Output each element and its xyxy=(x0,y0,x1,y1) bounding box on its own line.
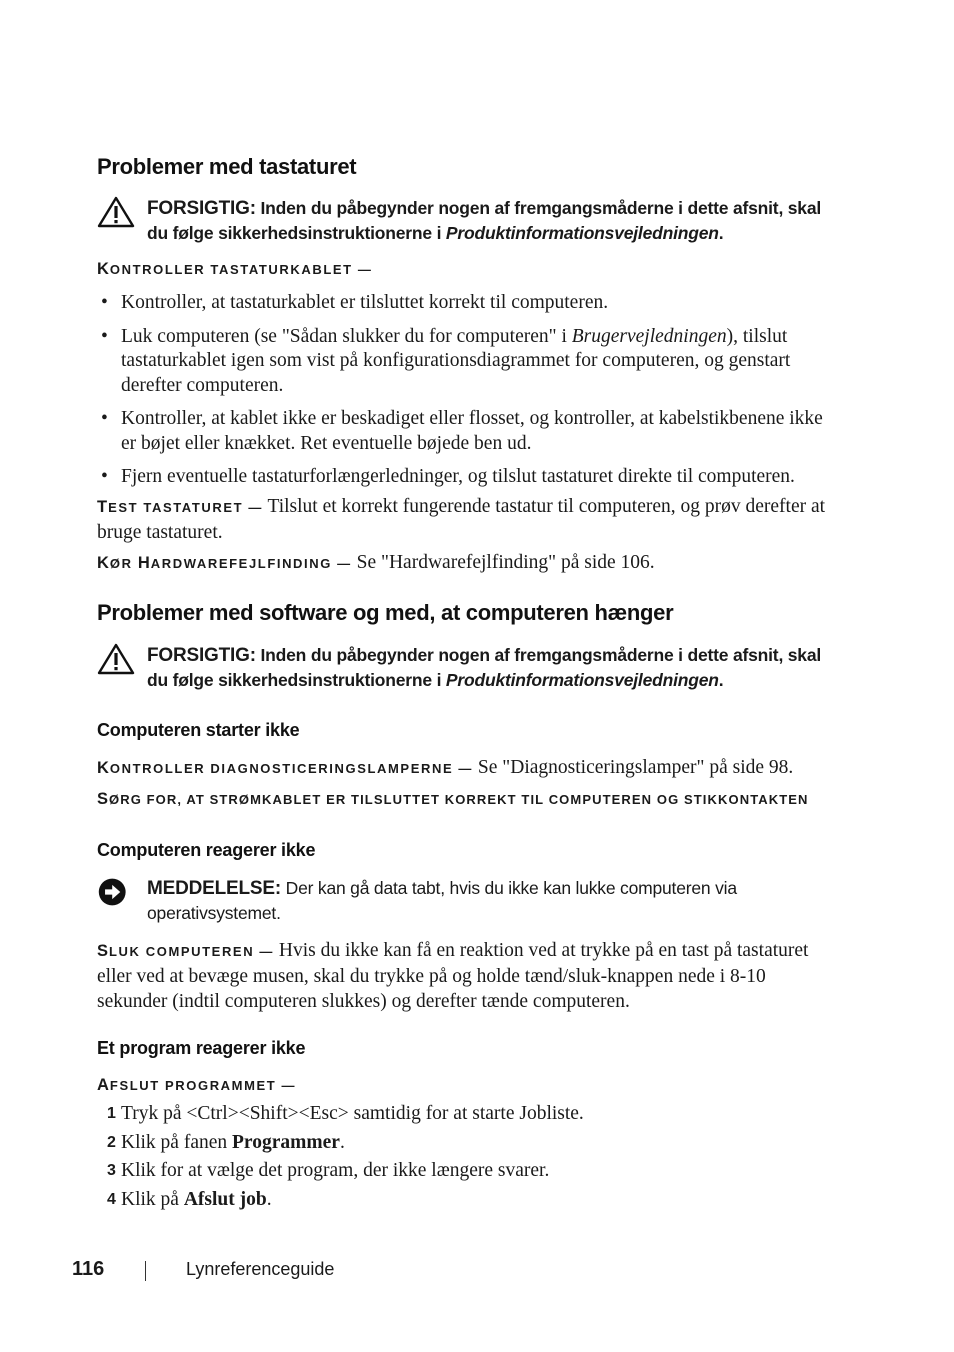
heading-rest: ONTROLLER DIAGNOSTICERINGSLAMPERNE — xyxy=(109,761,474,776)
heading-check-lights xyxy=(97,761,473,776)
step-text: Klik på fanen xyxy=(121,1131,233,1153)
end-program-steps xyxy=(97,1100,832,1214)
page-number: 116 xyxy=(72,1258,105,1280)
run-diagnostics-paragraph xyxy=(97,551,832,577)
step-text-end: . xyxy=(339,1131,345,1153)
heading-initial: K xyxy=(97,260,110,278)
heading-rest: ØRG FOR, AT STRØMKABLET ER TILSLUTTET KORREKT TIL COMPUTEREN OG STIKKONTAKTEN xyxy=(109,792,809,807)
heading-rest: ONTROLLER TASTATURKABLET — xyxy=(109,262,373,277)
check-cable-list xyxy=(97,291,832,490)
notice-arrow-icon xyxy=(97,876,131,908)
paragraph-text: Hvis du ikke kan få en reaktion ved at trykke på en tast på tastaturet eller ved at bevæge musen, skal du trykke på og holde tænd/sluk-knappen nede i 8-10 sekunder (indtil computeren slukkes) og derefter tænde computeren. xyxy=(97,940,809,1012)
heading-end-program xyxy=(97,1076,832,1095)
heading-rest: ØR xyxy=(109,556,138,571)
shutdown-paragraph xyxy=(97,938,832,1014)
list-item-text: Kontroller, at tastaturkablet er tilsluttet korrekt til computeren. xyxy=(121,292,609,313)
heading-check-cable xyxy=(97,260,832,279)
section-title-keyboard: Problemer med tastaturet xyxy=(97,154,357,179)
subsection-title-not-responding: Computeren reagerer ikke xyxy=(97,840,316,860)
check-lights-paragraph xyxy=(97,756,832,782)
step-bold-term: Programmer xyxy=(232,1131,340,1153)
list-item xyxy=(97,325,832,399)
heading-test-keyboard xyxy=(97,500,263,515)
list-item-text: Kontroller, at kablet ikke er beskadiget eller flosset, og kontroller, at kabelstikbenene ikke er bøjet eller knækket. Ret eventuelle bøjede ben ud. xyxy=(121,408,823,454)
caution-text: Inden du påbegynder nogen af fremgangsmåderne i dette afsnit, skal du følge sikkerhedsinstruktionerne i xyxy=(147,198,822,243)
paragraph-text: Se "Hardwarefejlfinding" på side 106. xyxy=(351,552,655,573)
step-text: Tryk på <Ctrl><Shift><Esc> samtidig for at starte Jobliste. xyxy=(121,1103,584,1124)
list-item-text: Fjern eventuelle tastaturforlængerledninger, og tilslut tastaturet direkte til computeren. xyxy=(121,466,795,487)
subsection-title-program: Et program reagerer ikke xyxy=(97,1038,306,1058)
caution-text-end: . xyxy=(718,670,724,690)
step-number: 3 xyxy=(107,1162,116,1179)
list-item xyxy=(97,291,832,316)
heading-initial: K xyxy=(97,759,110,777)
list-item-text: Luk computeren (se "Sådan slukker du for computeren" i xyxy=(121,325,572,347)
paragraph-text: Tilslut et korrekt fungerende tastatur til computeren, og prøv derefter at bruge tastaturet. xyxy=(97,496,826,543)
step-text-end: . xyxy=(266,1188,272,1210)
heading-initial: S xyxy=(97,790,110,808)
subsection-title-not-starting: Computeren starter ikke xyxy=(97,720,300,740)
list-item-italic: Brugervejledningen xyxy=(571,325,727,347)
step-number: 2 xyxy=(107,1133,116,1151)
page-footer xyxy=(72,1256,472,1286)
step-item xyxy=(97,1100,832,1129)
footer-divider xyxy=(145,1261,146,1281)
step-number: 4 xyxy=(107,1190,116,1208)
paragraph-text: Se "Diagnosticeringslamper" på side 98. xyxy=(473,757,794,778)
caution-text-italic: Produktinformationsvejledningen xyxy=(445,223,719,243)
caution-text-italic: Produktinformationsvejledningen xyxy=(445,670,719,690)
step-text: Klik for at vælge det program, der ikke længere svarer. xyxy=(121,1160,550,1181)
caution-notice-software xyxy=(97,643,832,693)
data-loss-notice xyxy=(97,876,832,926)
list-item xyxy=(97,407,832,456)
caution-text-end: . xyxy=(718,223,724,243)
heading-rest: ARDWAREFEJLFINDING — xyxy=(150,556,352,571)
notice-label: MEDDELELSE: xyxy=(147,878,281,899)
step-item xyxy=(97,1157,832,1186)
heading-initial: K xyxy=(97,554,110,572)
caution-triangle-icon xyxy=(97,643,135,675)
step-number: 1 xyxy=(107,1105,116,1122)
step-item xyxy=(97,1186,832,1215)
section-title-software: Problemer med software og med, at computeren hænger xyxy=(97,600,674,625)
heading-initial: H xyxy=(137,554,151,572)
caution-label: FORSIGTIG: xyxy=(147,198,256,219)
caution-notice-keyboard xyxy=(97,196,832,246)
step-item xyxy=(97,1129,832,1158)
caution-label: FORSIGTIG: xyxy=(147,645,256,666)
list-item-text-end: ), tilslut tastaturkablet igen som vist på konfigurationsdiagrammet for computeren, og genstart derefter computeren. xyxy=(121,325,791,396)
caution-text: Inden du påbegynder nogen af fremgangsmåderne i dette afsnit, skal du følge sikkerhedsinstruktionerne i xyxy=(147,645,822,690)
heading-rest: LUK COMPUTEREN — xyxy=(109,944,275,959)
heading-shutdown xyxy=(97,944,274,959)
heading-initial: T xyxy=(97,498,109,516)
step-bold-term: Afslut job xyxy=(183,1188,267,1210)
heading-rest: FSLUT PROGRAMMET — xyxy=(109,1078,297,1093)
heading-initial: A xyxy=(97,1076,110,1094)
list-item xyxy=(97,465,832,490)
notice-text: Der kan gå data tabt, hvis du ikke kan lukke computeren via operativsystemet. xyxy=(147,878,737,923)
step-text: Klik på xyxy=(121,1188,184,1210)
heading-rest: EST TASTATURET — xyxy=(108,500,263,515)
heading-run-diagnostics xyxy=(97,556,352,571)
test-keyboard-paragraph xyxy=(97,495,832,545)
heading-initial: S xyxy=(97,942,110,960)
caution-triangle-icon xyxy=(97,196,135,228)
heading-power-cable xyxy=(97,790,832,809)
guide-name: Lynreferenceguide xyxy=(186,1259,335,1279)
